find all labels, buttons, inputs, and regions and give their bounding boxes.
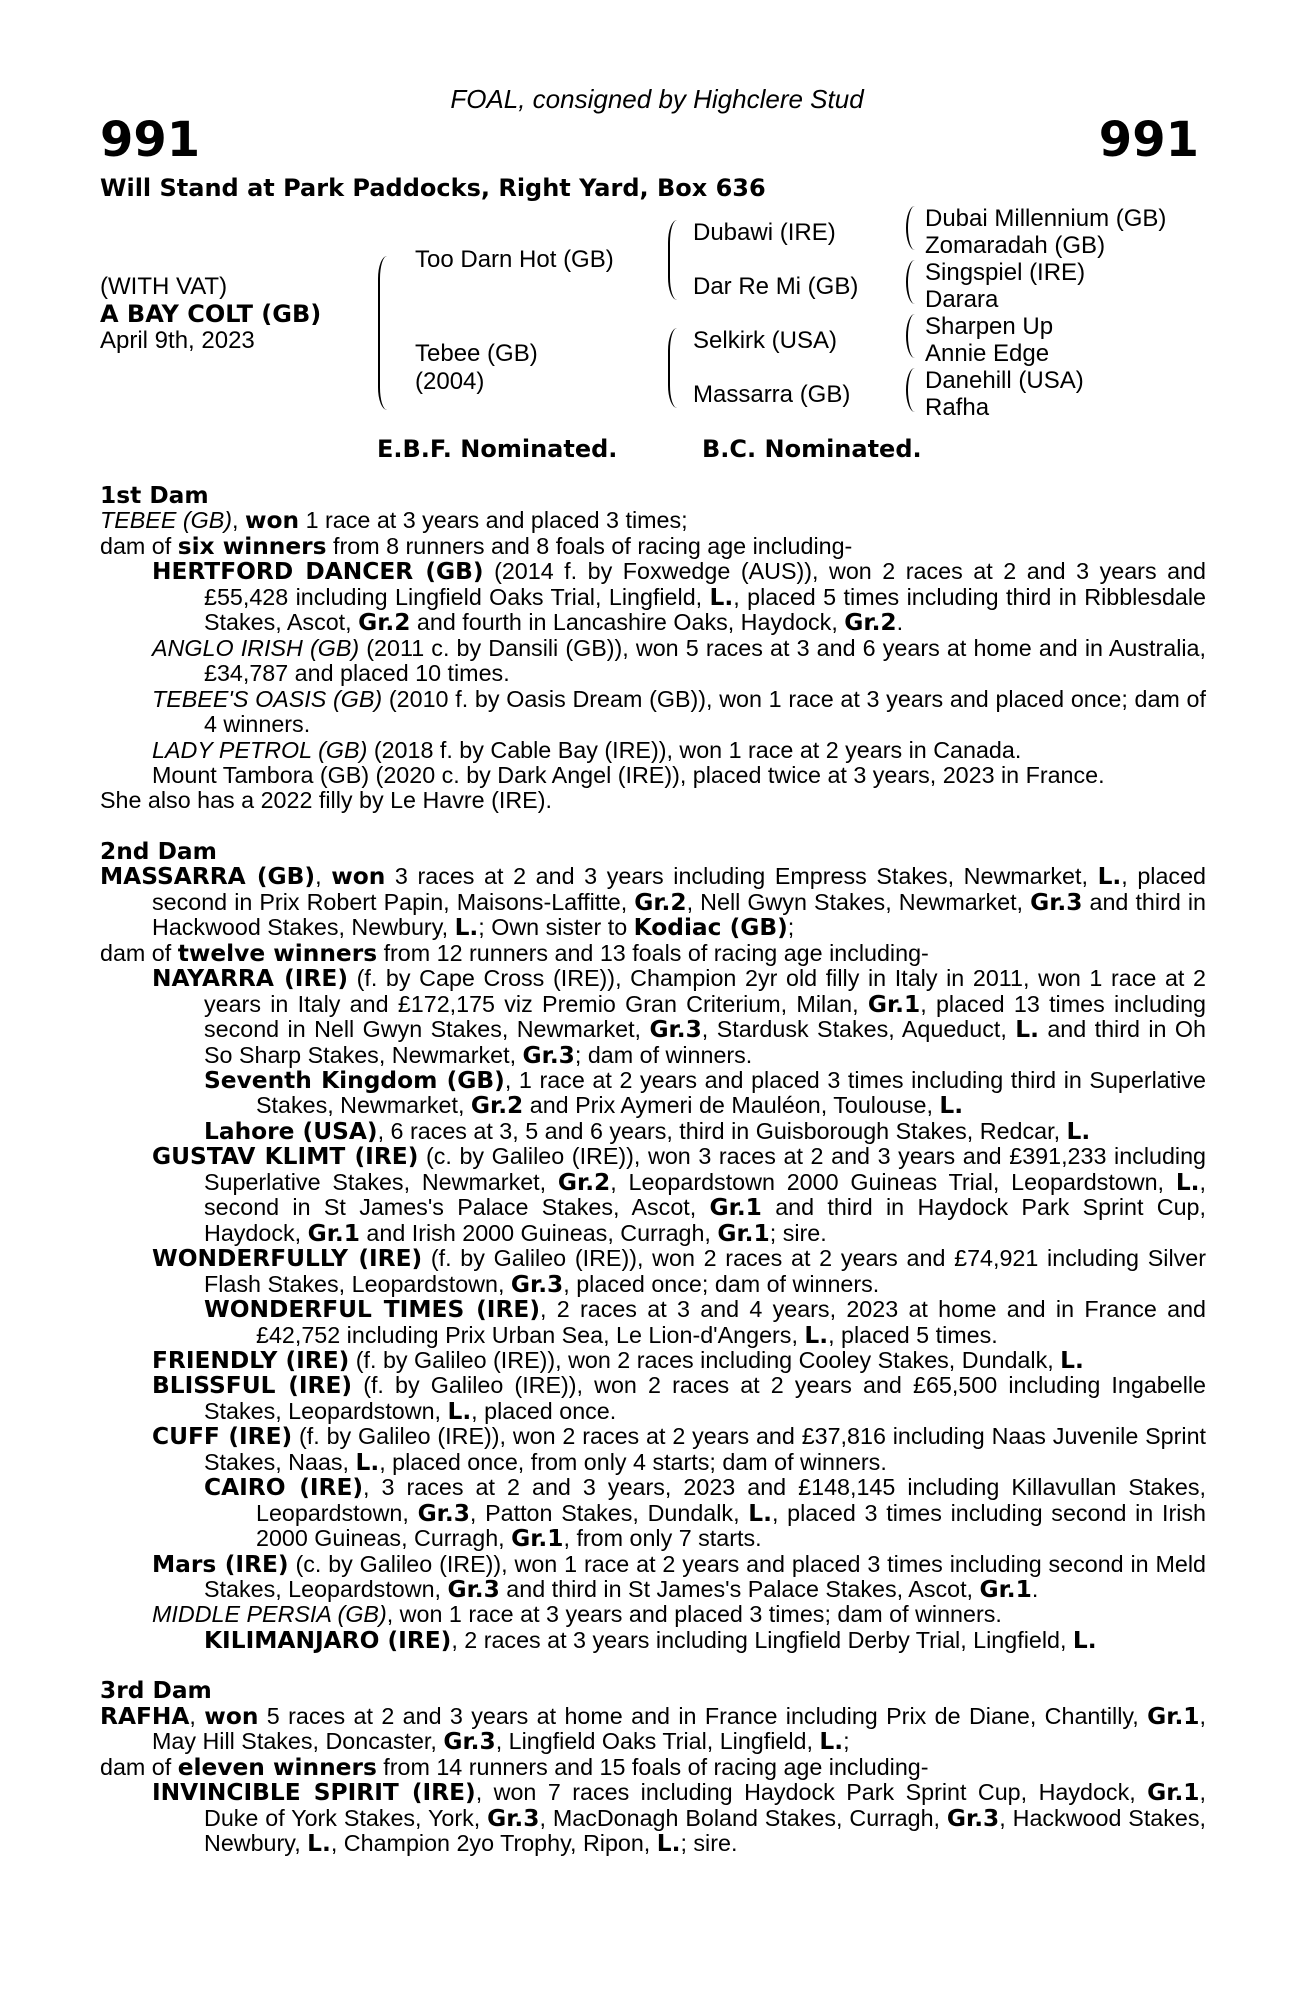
pedigree-ddd: Rafha: [925, 394, 990, 421]
second-dam-heading: 2nd Dam: [100, 837, 217, 865]
pedigree-sss: Dubai Millennium (GB): [925, 205, 1167, 232]
produce-tebees-oasis: TEBEE'S OASIS (GB) (2010 f. by Oasis Dream (GB)), won 1 race at 3 years and placed once; dam of 4 winners.: [152, 685, 1206, 738]
produce-hertford-dancer: HERTFORD DANCER (GB) (2014 f. by Foxwedge (AUS)), won 2 races at 2 and 3 years and £55,428 including Lingfield Oaks Trial, Lingfield, L., placed 5 times including third in Ribblesdale Stakes, Ascot, Gr.2 and fourth in Lancashire Oaks, Haydock, Gr.2.: [152, 558, 1206, 637]
pedigree-dam: Tebee (GB): [415, 340, 538, 367]
pedigree-sdd: Darara: [925, 286, 999, 313]
pedigree-dam-year: (2004): [415, 368, 485, 395]
vat-note: (WITH VAT): [100, 273, 228, 300]
pedigree-brace-dd: [906, 368, 915, 412]
third-dam-record: RAFHA, won 5 races at 2 and 3 years at home and in France including Prix de Diane, Chantilly, Gr.1, May Hill Stakes, Doncaster, Gr.3, Lingfield Oaks Trial, Lingfield, L.;: [100, 1702, 1207, 1756]
produce-lahore: Lahore (USA), 6 races at 3, 5 and 6 years, third in Guisborough Stakes, Redcar, L.: [204, 1117, 1091, 1145]
produce-mars: Mars (IRE) (c. by Galileo (IRE)), won 1 race at 2 years and placed 3 times including second in Meld Stakes, Leopardstown, Gr.3 and third in St James's Palace Stakes, Ascot, Gr.1.: [152, 1550, 1207, 1604]
first-dam-yearling-note: She also has a 2022 filly by Le Havre (IRE).: [100, 787, 552, 814]
produce-kilimanjaro: KILIMANJARO (IRE), 2 races at 3 years including Lingfield Derby Trial, Lingfield, L.: [204, 1626, 1097, 1654]
second-dam-produce: dam of twelve winners from 12 runners and 13 foals of racing age including-: [100, 939, 929, 967]
pedigree-sds: Singspiel (IRE): [925, 259, 1086, 286]
pedigree-brace-main: [378, 256, 387, 410]
stabling-location: Will Stand at Park Paddocks, Right Yard, Box 636: [100, 174, 766, 202]
produce-wonderful-times: WONDERFUL TIMES (IRE), 2 races at 3 and 4 years, 2023 at home and in France and £42,752 including Prix Urban Sea, Le Lion-d'Angers, L., placed 5 times.: [204, 1296, 1206, 1349]
produce-wonderfully: WONDERFULLY (IRE) (f. by Galileo (IRE)), won 2 races at 2 years and £74,921 including Silver Flash Stakes, Leopardstown, Gr.3, placed once; dam of winners.: [152, 1245, 1206, 1298]
produce-anglo-irish: ANGLO IRISH (GB) (2011 c. by Dansili (GB)), won 5 races at 3 and 6 years at home and in Australia, £34,787 and placed 10 times.: [152, 634, 1206, 687]
pedigree-sire-dam: Dar Re Mi (GB): [693, 273, 859, 300]
pedigree-brace-sire: [668, 220, 677, 300]
produce-cairo: CAIRO (IRE), 3 races at 2 and 3 years, 2023 and £148,145 including Killavullan Stakes, Leopardstown, Gr.3, Patton Stakes, Dundalk, L., placed 3 times including second in Irish 2000 Guineas, Curragh, Gr.1, from only 7 starts.: [204, 1474, 1207, 1553]
pedigree-dss: Sharpen Up: [925, 313, 1054, 340]
horse-name: A BAY COLT (GB): [100, 300, 322, 328]
produce-invincible-spirit: INVINCIBLE SPIRIT (IRE), won 7 races including Haydock Park Sprint Cup, Haydock, Gr.1, Duke of York Stakes, York, Gr.3, MacDonagh Boland Stakes, Curragh, Gr.3, Hackwood Stakes, Newbury, L., Champion 2yo Trophy, Ripon, L.; sire.: [152, 1779, 1206, 1858]
pedigree-dsd: Annie Edge: [925, 340, 1050, 367]
lot-number-right: 991: [1098, 112, 1199, 168]
produce-nayarra: NAYARRA (IRE) (f. by Cape Cross (IRE)), Champion 2yr old filly in Italy in 2011, won 1 race at 2 years in Italy and £172,175 viz Premio Gran Criterium, Milan, Gr.1, placed 13 times including second in Nell Gwyn Stakes, Newmarket, Gr.3, Stardusk Stakes, Aqueduct, L. and third in Oh So Sharp Stakes, Newmarket, Gr.3; dam of winners.: [152, 965, 1207, 1069]
third-dam-produce: dam of eleven winners from 14 runners and 15 foals of racing age including-: [100, 1753, 929, 1781]
pedigree-brace-ss: [906, 206, 915, 250]
pedigree-brace-ds: [906, 314, 915, 358]
produce-cuff: CUFF (IRE) (f. by Galileo (IRE)), won 2 races at 2 years and £37,816 including Naas Juvenile Sprint Stakes, Naas, L., placed once, from only 4 starts; dam of winners.: [152, 1423, 1206, 1476]
produce-seventh-kingdom: Seventh Kingdom (GB), 1 race at 2 years and placed 3 times including third in Superlative Stakes, Newmarket, Gr.2 and Prix Aymeri de Mauléon, Toulouse, L.: [204, 1066, 1206, 1120]
pedigree-dds: Danehill (USA): [925, 367, 1084, 394]
first-dam-record: TEBEE (GB), won 1 race at 3 years and placed 3 times;: [100, 507, 688, 535]
pedigree-brace-dam: [668, 328, 677, 408]
produce-lady-petrol: LADY PETROL (GB) (2018 f. by Cable Bay (IRE)), won 1 race at 2 years in Canada.: [152, 736, 1022, 763]
pedigree-sire: Too Darn Hot (GB): [415, 246, 614, 273]
consignor-line: FOAL, consigned by Highclere Stud: [450, 84, 864, 114]
second-dam-record: MASSARRA (GB), won 3 races at 2 and 3 years including Empress Stakes, Newmarket, L., placed second in Prix Robert Papin, Maisons-Laffitte, Gr.2, Nell Gwyn Stakes, Newmarket, Gr.3 and third in Hackwood Stakes, Newbury, L.; Own sister to Kodiac (GB);: [100, 863, 1206, 942]
bc-nomination: B.C. Nominated.: [702, 435, 922, 463]
pedigree-ssd: Zomaradah (GB): [925, 232, 1106, 259]
produce-record: [100, 483, 1206, 1857]
produce-gustav-klimt: GUSTAV KLIMT (IRE) (c. by Galileo (IRE)), won 3 races at 2 and 3 years and £391,233 including Superlative Stakes, Newmarket, Gr.2, Leopardstown 2000 Guineas Trial, Leopardstown, L., second in St James's Palace Stakes, Ascot, Gr.1 and third in Haydock Park Sprint Cup, Haydock, Gr.1 and Irish 2000 Guineas, Curragh, Gr.1; sire.: [152, 1143, 1206, 1247]
foaling-date: April 9th, 2023: [100, 327, 255, 354]
first-dam-heading: 1st Dam: [100, 482, 209, 509]
pedigree-brace-sd: [906, 260, 915, 304]
pedigree-dam-dam: Massarra (GB): [693, 381, 851, 408]
lot-number-left: 991: [100, 112, 201, 168]
produce-middle-persia: MIDDLE PERSIA (GB), won 1 race at 3 years and placed 3 times; dam of winners.: [152, 1601, 1002, 1628]
first-dam-produce: dam of six winners from 8 runners and 8 foals of racing age including-: [100, 532, 853, 560]
produce-blissful: BLISSFUL (IRE) (f. by Galileo (IRE)), won 2 races at 2 years and £65,500 including Ingabelle Stakes, Leopardstown, L., placed once.: [152, 1372, 1206, 1425]
third-dam-heading: 3rd Dam: [100, 1677, 212, 1705]
pedigree-dam-sire: Selkirk (USA): [693, 327, 838, 354]
produce-friendly: FRIENDLY (IRE) (f. by Galileo (IRE)), won 2 races including Cooley Stakes, Dundalk, L.: [152, 1346, 1084, 1374]
ebf-nomination: E.B.F. Nominated.: [377, 435, 618, 463]
pedigree-sire-sire: Dubawi (IRE): [693, 219, 836, 246]
produce-mount-tambora: Mount Tambora (GB) (2020 c. by Dark Angel (IRE)), placed twice at 3 years, 2023 in France.: [152, 761, 1105, 788]
